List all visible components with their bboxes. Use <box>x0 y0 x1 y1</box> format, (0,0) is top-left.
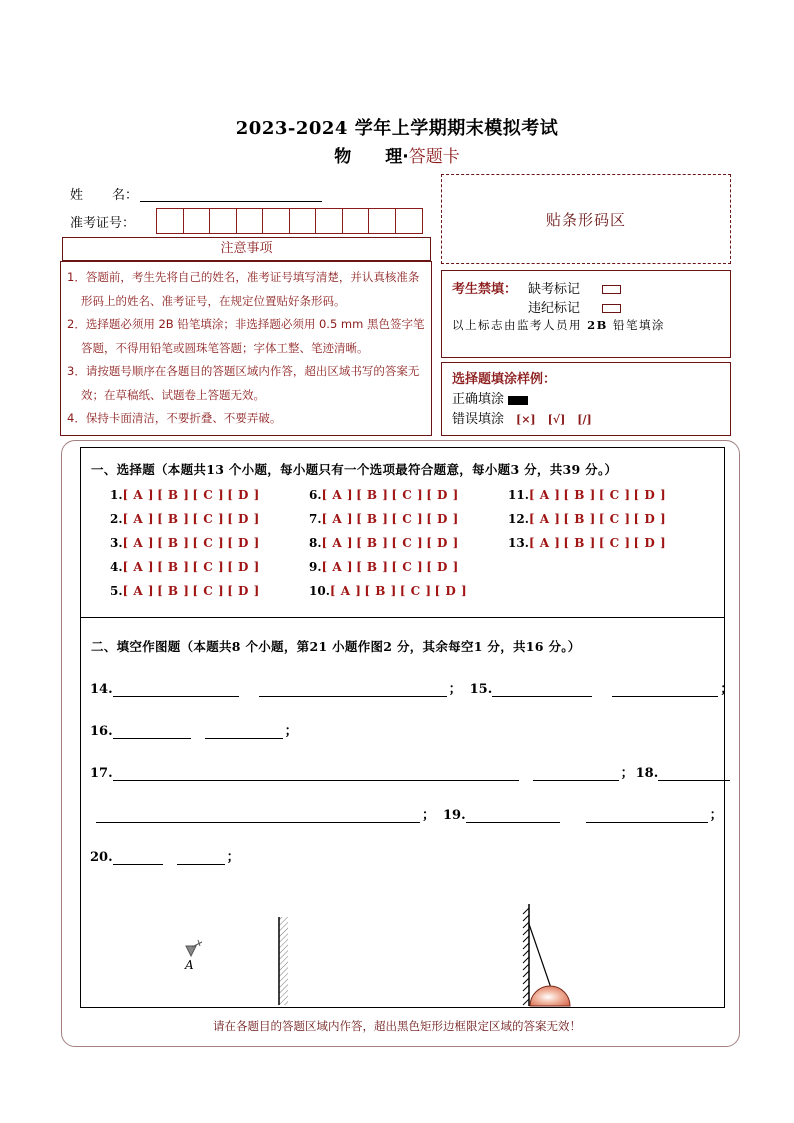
proctor-note: 以上标志由监考人员用 2B 铅笔填涂 <box>452 318 666 332</box>
forbidden-label: 考生禁填： <box>452 282 518 297</box>
fill-sample-box <box>441 362 731 436</box>
choice-question-row: 3.[ A ] [ B ] [ C ] [ D ] <box>110 536 260 550</box>
option-d[interactable]: [ D ] <box>227 560 260 574</box>
option-a[interactable]: [ A ] <box>528 536 561 550</box>
q15-blank-2[interactable] <box>612 683 718 697</box>
q19-blank-1[interactable] <box>466 809 560 823</box>
option-a[interactable]: [ A ] <box>122 560 155 574</box>
q15-blank-1[interactable] <box>492 683 592 697</box>
option-c[interactable]: [ C ] <box>399 584 432 598</box>
option-d[interactable]: [ D ] <box>227 536 260 550</box>
option-b[interactable]: [ B ] <box>157 488 190 502</box>
exam-id-digit-box[interactable] <box>369 209 396 233</box>
option-b[interactable]: [ B ] <box>157 584 190 598</box>
option-b[interactable]: [ B ] <box>356 512 389 526</box>
q16-blank-2[interactable] <box>205 725 283 739</box>
option-d[interactable]: [ D ] <box>426 536 459 550</box>
exam-id-digit-box[interactable] <box>263 209 290 233</box>
choice-question-row: 1.[ A ] [ B ] [ C ] [ D ] <box>110 488 260 502</box>
absent-mark-row <box>528 278 621 297</box>
option-d[interactable]: [ D ] <box>426 512 459 526</box>
choice-question-row: 9.[ A ] [ B ] [ C ] [ D ] <box>309 560 459 574</box>
q17-blank-1[interactable] <box>113 767 519 781</box>
exam-id-row <box>70 208 423 234</box>
q15-label: 15. <box>469 682 493 697</box>
option-c[interactable]: [ C ] <box>391 488 424 502</box>
plane-mirror-icon <box>276 917 292 1005</box>
wrong-fill-row: 错误填涂 [×] [√] [/] <box>452 410 720 430</box>
notice-item: 4．保持卡面清洁，不要折叠、不要弄破。 <box>67 411 282 425</box>
option-d[interactable]: [ D ] <box>633 536 667 550</box>
examinee-forbidden-box <box>441 270 731 358</box>
choice-question-row: 5.[ A ] [ B ] [ C ] [ D ] <box>110 584 260 598</box>
notice-item: 3．请按题号顺序在各题目的答题区域内作答，超出区域书写的答案无效；在草稿纸、试题卷上答题无效。 <box>67 364 420 402</box>
violation-mark-box[interactable] <box>602 304 621 313</box>
option-c[interactable]: [ C ] <box>192 512 225 526</box>
correct-fill-row: 正确填涂 <box>452 390 720 410</box>
option-c[interactable]: [ C ] <box>391 560 424 574</box>
wrong-mark-cross: [×] <box>516 413 536 426</box>
exam-id-digit-box[interactable] <box>290 209 317 233</box>
option-a[interactable]: [ A ] <box>122 512 155 526</box>
fill-row-17-18: 17. ； 18. <box>90 762 730 781</box>
choice-column-2 <box>309 487 470 607</box>
q20-blank-1[interactable] <box>113 851 163 865</box>
answer-area-warning: 请在各题目的答题区域内作答，超出黑色矩形边框限定区域的答案无效！ <box>213 1019 581 1033</box>
option-d[interactable]: [ D ] <box>633 488 667 502</box>
option-b[interactable]: [ B ] <box>157 536 190 550</box>
section1-title: 一、选择题（本题共13 个小题，每小题只有一个选项最符合题意，每小题3 分，共39 分。） <box>91 462 618 477</box>
exam-id-digit-box[interactable] <box>184 209 211 233</box>
option-a[interactable]: [ A ] <box>528 488 561 502</box>
name-field[interactable] <box>140 186 322 202</box>
option-b[interactable]: [ B ] <box>563 536 596 550</box>
option-b[interactable]: [ B ] <box>364 584 397 598</box>
option-b[interactable]: [ B ] <box>356 560 389 574</box>
option-a[interactable]: [ A ] <box>122 584 155 598</box>
fill-sample-title: 选择题填涂样例： <box>452 372 557 387</box>
option-b[interactable]: [ B ] <box>157 560 190 574</box>
option-d[interactable]: [ D ] <box>426 560 459 574</box>
option-a[interactable]: [ A ] <box>321 488 354 502</box>
option-c[interactable]: [ C ] <box>192 488 225 502</box>
violation-mark-row <box>528 297 621 316</box>
section-divider <box>80 617 725 618</box>
q20-blank-2[interactable] <box>177 851 225 865</box>
wrong-mark-slash: [/] <box>577 413 592 426</box>
q18-blank-2[interactable] <box>96 809 420 823</box>
q16-blank-1[interactable] <box>113 725 191 739</box>
notice-title: 注意事项 <box>62 237 431 261</box>
fill-row-20: 20. ； <box>90 850 240 865</box>
filled-mark-icon <box>508 396 528 405</box>
exam-id-label: 准考证号： <box>70 215 136 231</box>
exam-subtitle <box>0 142 794 167</box>
option-a[interactable]: [ A ] <box>122 488 155 502</box>
option-a[interactable]: [ A ] <box>329 584 362 598</box>
wrong-mark-check: [√] <box>547 413 566 426</box>
option-c[interactable]: [ C ] <box>391 512 424 526</box>
violation-mark-label: 违纪标记 <box>528 301 581 316</box>
q20-label: 20. <box>90 850 113 865</box>
exam-title: 2023-2024 学年上学期期末模拟考试 <box>235 118 559 139</box>
exam-id-digit-box[interactable] <box>316 209 343 233</box>
option-b[interactable]: [ B ] <box>563 512 596 526</box>
choice-column-3 <box>508 487 669 559</box>
q16-label: 16. <box>90 724 113 739</box>
option-b[interactable]: [ B ] <box>563 488 596 502</box>
choice-question-row: 13.[ A ] [ B ] [ C ] [ D ] <box>508 536 667 550</box>
choice-question-row: 12.[ A ] [ B ] [ C ] [ D ] <box>508 512 667 526</box>
choice-question-row: 7.[ A ] [ B ] [ C ] [ D ] <box>309 512 459 526</box>
option-a[interactable]: [ A ] <box>321 560 354 574</box>
option-c[interactable]: [ C ] <box>598 488 631 502</box>
option-a[interactable]: [ A ] <box>321 512 354 526</box>
fill-row-16: 16. ； <box>90 724 298 739</box>
option-b[interactable]: [ B ] <box>157 512 190 526</box>
exam-id-boxes <box>156 208 423 234</box>
barcode-label: 贴条形码区 <box>545 210 626 229</box>
wall-ball-diagram-icon <box>516 902 576 1008</box>
option-a[interactable]: [ A ] <box>321 536 354 550</box>
option-d[interactable]: [ D ] <box>227 512 260 526</box>
section2-title: 二、填空作图题（本题共8 个小题，第21 小题作图2 分，其余每空1 分，共16 分。） <box>91 639 581 654</box>
option-d[interactable]: [ D ] <box>426 488 459 502</box>
subject-char-1: 物 <box>334 147 352 167</box>
option-d[interactable]: [ D ] <box>633 512 667 526</box>
name-row <box>70 184 322 203</box>
q14-label: 14. <box>90 682 113 697</box>
notice-list <box>60 261 432 436</box>
option-c[interactable]: [ C ] <box>598 512 631 526</box>
option-c[interactable]: [ C ] <box>391 536 424 550</box>
option-c[interactable]: [ C ] <box>192 584 225 598</box>
fill-row-18-19: ； 19. ； <box>96 804 723 823</box>
q14-blank-1[interactable] <box>113 683 239 697</box>
subject-char-2: 理 <box>385 147 403 167</box>
option-c[interactable]: [ C ] <box>192 560 225 574</box>
exam-id-digit-box[interactable] <box>343 209 370 233</box>
option-c[interactable]: [ C ] <box>192 536 225 550</box>
choice-question-row: 2.[ A ] [ B ] [ C ] [ D ] <box>110 512 260 526</box>
choice-column-1 <box>110 487 263 607</box>
option-d[interactable]: [ D ] <box>227 488 260 502</box>
exam-id-digit-box[interactable] <box>157 209 184 233</box>
option-d[interactable]: [ D ] <box>434 584 468 598</box>
q18-blank-1[interactable] <box>658 767 730 781</box>
card-type: 答题卡 <box>408 147 460 167</box>
choice-question-row: 10.[ A ] [ B ] [ C ] [ D ] <box>309 584 468 598</box>
subtitle-dot: · <box>402 147 409 167</box>
option-b[interactable]: [ B ] <box>356 536 389 550</box>
exam-id-digit-box[interactable] <box>396 209 423 233</box>
exam-id-digit-box[interactable] <box>237 209 264 233</box>
q17-blank-2[interactable] <box>533 767 619 781</box>
notice-item: 1．答题前，考生先将自己的姓名，准考证号填写清楚，并认真核准条形码上的姓名、准考证号，在规定位置贴好条形码。 <box>67 270 420 308</box>
q14-blank-2[interactable] <box>259 683 447 697</box>
q19-blank-2[interactable] <box>586 809 708 823</box>
name-label: 姓 名： <box>70 188 138 203</box>
choice-question-row: 4.[ A ] [ B ] [ C ] [ D ] <box>110 560 260 574</box>
option-a[interactable]: [ A ] <box>122 536 155 550</box>
choice-question-row: 8.[ A ] [ B ] [ C ] [ D ] <box>309 536 459 550</box>
fill-row-14-15: 14. ； 15. ； <box>90 682 734 697</box>
option-a[interactable]: [ A ] <box>528 512 561 526</box>
absent-mark-box[interactable] <box>602 285 621 294</box>
option-d[interactable]: [ D ] <box>227 584 260 598</box>
notice-item: 2．选择题必须用 2B 铅笔填涂；非选择题必须用 0.5 mm 黑色签字笔答题，不得用铅笔或圆珠笔答题；字体工整、笔迹清晰。 <box>67 317 425 355</box>
option-b[interactable]: [ B ] <box>356 488 389 502</box>
q17-label: 17. <box>90 766 113 781</box>
q18-label: 18. <box>635 766 659 781</box>
barcode-area <box>441 174 731 264</box>
option-c[interactable]: [ C ] <box>598 536 631 550</box>
point-a-label: A <box>185 958 194 972</box>
q19-label: 19. <box>443 808 466 823</box>
absent-mark-label: 缺考标记 <box>528 282 581 297</box>
exam-id-digit-box[interactable] <box>210 209 237 233</box>
choice-question-row: 11.[ A ] [ B ] [ C ] [ D ] <box>508 488 667 502</box>
choice-question-row: 6.[ A ] [ B ] [ C ] [ D ] <box>309 488 459 502</box>
